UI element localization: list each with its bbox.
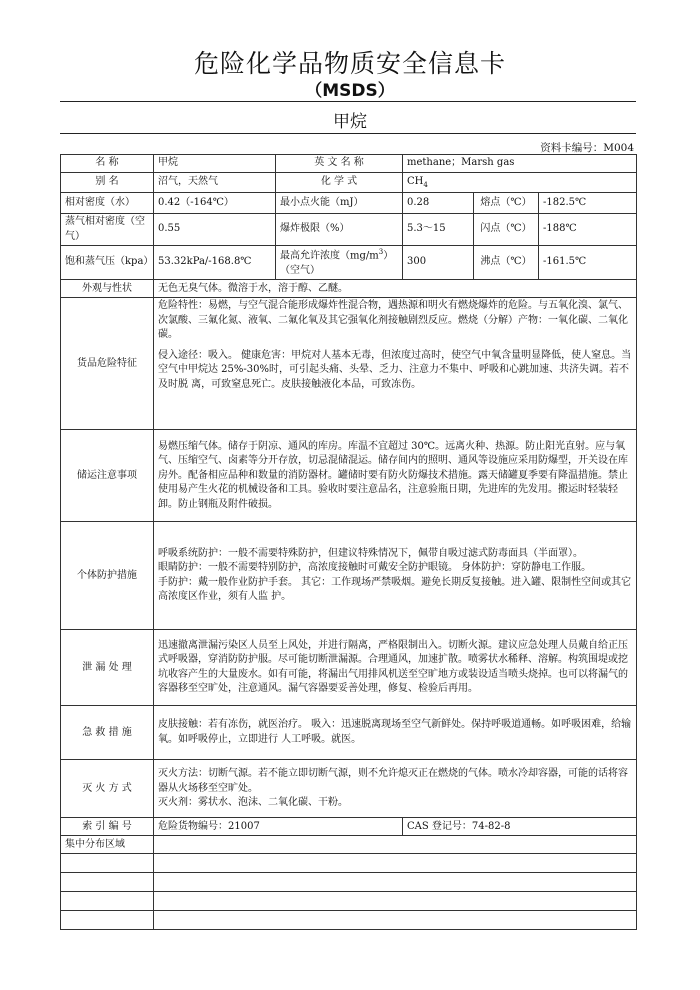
row-distribution xyxy=(61,836,637,854)
fire-label: 灭 火 方 式 xyxy=(61,760,154,818)
english-name-label: 英 文 名 称 xyxy=(276,155,403,173)
vapor-density-value: 0.55 xyxy=(154,214,276,246)
melting-point-label: 熔点（℃） xyxy=(474,193,539,214)
cas-number: CAS 登记号：74-82-8 xyxy=(403,818,637,836)
protection-text xyxy=(154,522,637,630)
title-divider xyxy=(60,101,636,102)
alias-value: 沼气，天然气 xyxy=(154,173,276,193)
row-vapor-pressure xyxy=(61,246,637,280)
blank-cell xyxy=(154,911,637,930)
max-allowable-concentration-value: 300 xyxy=(403,246,474,280)
mac-label-part1: 最高允许浓度（mg/m xyxy=(280,250,379,262)
vapor-pressure-label: 饱和蒸气压（kpa） xyxy=(61,246,154,280)
storage-text: 易燃压缩气体。储存于阴凉、通风的库房。库温不宜超过 30℃。远离火种、热源。防止阳光直射。应与氧气、压缩空气、卤素等分开存放，切忌混储混运。储存间内的照明、通风等设施应采用防爆型，开关设在库房外。配备相应品种和数量的消防器材。罐储时要有防火防爆技术措施。露天储罐夏季要有降温措施。禁止使用易产生火花的机械设备和工具。验收时要注意品名，注意验瓶日期，先进库的先发用。搬运时轻装轻卸。防止钢瓶及附件破损。 xyxy=(154,430,637,522)
blank-cell xyxy=(154,873,637,892)
dangerous-goods-number: 危险货物编号：21007 xyxy=(154,818,403,836)
row-first-aid xyxy=(61,706,637,760)
row-vapor-density xyxy=(61,214,637,246)
melting-point-value: -182.5℃ xyxy=(539,193,637,214)
alias-label: 别 名 xyxy=(61,173,154,193)
vapor-pressure-value: 53.32kPa/-168.8℃ xyxy=(154,246,276,280)
row-leak xyxy=(61,630,637,706)
hazard-text xyxy=(154,298,637,430)
density-value: 0.42（-164℃） xyxy=(154,193,276,214)
leak-label: 泄 漏 处 理 xyxy=(61,630,154,706)
appearance-text: 无色无臭气体。微溶于水，溶于醇、乙醚。 xyxy=(154,280,637,298)
distribution-label: 集中分布区域 xyxy=(61,836,154,854)
hazard-paragraph-1: 危险特性：易燃，与空气混合能形成爆炸性混合物，遇热源和明火有燃烧爆炸的危险。与五氧化溴、氯气、次氯酸、三氟化氮、液氧、二氟化氧及其它强氧化剂接触剧烈反应。燃烧（分解）产物：一氧化碳、二氧化碳。 xyxy=(158,300,628,341)
storage-label: 储运注意事项 xyxy=(61,430,154,522)
leak-text: 迅速撤离泄漏污染区人员至上风处，并进行隔离，严格限制出入。切断火源。建议应急处理人员戴自给正压式呼吸器，穿消防防护服。尽可能切断泄漏源。合理通风，加速扩散。喷雾状水稀释、溶解。构筑围堤或挖坑收容产生的大量废水。如有可能，将漏出气用排风机送至空旷地方或装设适当喷头烧掉。也可以将漏气的容器移至空旷处，注意通风。漏气容器要妥善处理，修复、检验后再用。 xyxy=(154,630,637,706)
first-aid-text: 皮肤接触：若有冻伤，就医治疗。 吸入：迅速脱离现场至空气新鲜处。保持呼吸道通畅。如呼吸困难，给输氧。如呼吸停止，立即进行 人工呼吸。就医。 xyxy=(154,706,637,760)
card-number: 资料卡编号：M004 xyxy=(540,142,634,154)
index-label: 索 引 编 号 xyxy=(61,818,154,836)
row-alias xyxy=(61,173,637,193)
row-name xyxy=(61,155,637,173)
min-ignition-energy-label: 最小点火能（mJ） xyxy=(276,193,403,214)
max-allowable-concentration-label xyxy=(276,246,403,280)
fire-agents: 灭火剂：雾状水、泡沫、二氧化碳、干粉。 xyxy=(158,797,348,809)
formula-main: CH xyxy=(407,175,424,187)
explosion-limit-label: 爆炸极限（%） xyxy=(276,214,403,246)
row-storage xyxy=(61,430,637,522)
row-protection xyxy=(61,522,637,630)
mac-label-part3: （空气） xyxy=(280,264,320,276)
formula-subscript: 4 xyxy=(423,180,428,189)
formula-label: 化 学 式 xyxy=(276,173,403,193)
blank-row xyxy=(61,854,637,873)
name-label: 名 称 xyxy=(61,155,154,173)
document-title: 危险化学品物质安全信息卡 xyxy=(193,49,506,78)
row-fire xyxy=(61,760,637,818)
density-label: 相对密度（水） xyxy=(61,193,154,214)
boiling-point-value: -161.5℃ xyxy=(539,246,637,280)
msds-table xyxy=(60,154,637,930)
fire-text xyxy=(154,760,637,818)
heading-divider xyxy=(60,133,636,134)
row-index xyxy=(61,818,637,836)
boiling-point-label: 沸点（℃） xyxy=(474,246,539,280)
appearance-label: 外观与性状 xyxy=(61,280,154,298)
mac-label-superscript: 3 xyxy=(378,248,384,256)
protection-label: 个体防护措施 xyxy=(61,522,154,630)
row-appearance xyxy=(61,280,637,298)
vapor-density-label: 蒸气相对密度（空气） xyxy=(61,214,154,246)
row-density xyxy=(61,193,637,214)
document-subtitle: （MSDS） xyxy=(305,81,395,101)
name-value: 甲烷 xyxy=(154,155,276,173)
row-hazard xyxy=(61,298,637,430)
protection-respiratory: 呼吸系统防护：一般不需要特殊防护，但建议特殊情况下，佩带自吸过滤式防毒面具（半面罩）。 xyxy=(158,547,583,559)
min-ignition-energy-value: 0.28 xyxy=(403,193,474,214)
blank-cell xyxy=(154,892,637,911)
english-name-value: methane；Marsh gas xyxy=(403,155,637,173)
flash-point-value: -188℃ xyxy=(539,214,637,246)
fire-method: 灭火方法：切断气源。若不能立即切断气源，则不允许熄灭正在燃烧的气体。喷水冷却容器，可能的话将容器从火场移至空旷处。 xyxy=(158,768,628,794)
blank-row xyxy=(61,873,637,892)
distribution-value xyxy=(154,836,637,854)
hazard-paragraph-2: 侵入途径：吸入。 健康危害：甲烷对人基本无毒，但浓度过高时，使空气中氧含量明显降低，使人窒息。当空气中甲烷达 25%-30%时，可引起头痛、头晕、乏力、注意力不集中、呼吸和心跳加速、共济失调。若不及时脱 离，可致窒息死亡。皮肤接触液化本品，可致冻伤。 xyxy=(158,349,632,390)
protection-eye-body: 眼睛防护：一般不需要特别防护，高浓度接触时可戴安全防护眼镜。 身体防护：穿防静电工作服。 xyxy=(158,562,592,574)
formula-value xyxy=(403,173,637,193)
blank-cell xyxy=(61,911,154,930)
blank-cell xyxy=(61,892,154,911)
blank-row xyxy=(61,892,637,911)
flash-point-label: 闪点（℃） xyxy=(474,214,539,246)
blank-cell xyxy=(154,854,637,873)
protection-hand-other: 手防护：戴一般作业防护手套。 其它：工作现场严禁吸烟。避免长期反复接触。进入罐、限制性空间或其它高浓度区作业，须有人监 护。 xyxy=(158,576,632,603)
chemical-name-heading: 甲烷 xyxy=(333,112,367,132)
blank-cell xyxy=(61,854,154,873)
hazard-label: 货品危险特征 xyxy=(61,298,154,430)
blank-row xyxy=(61,911,637,930)
explosion-limit-value: 5.3～15 xyxy=(403,214,474,246)
first-aid-label: 急 救 措 施 xyxy=(61,706,154,760)
blank-cell xyxy=(61,873,154,892)
mac-label-part2: ） xyxy=(383,250,394,262)
